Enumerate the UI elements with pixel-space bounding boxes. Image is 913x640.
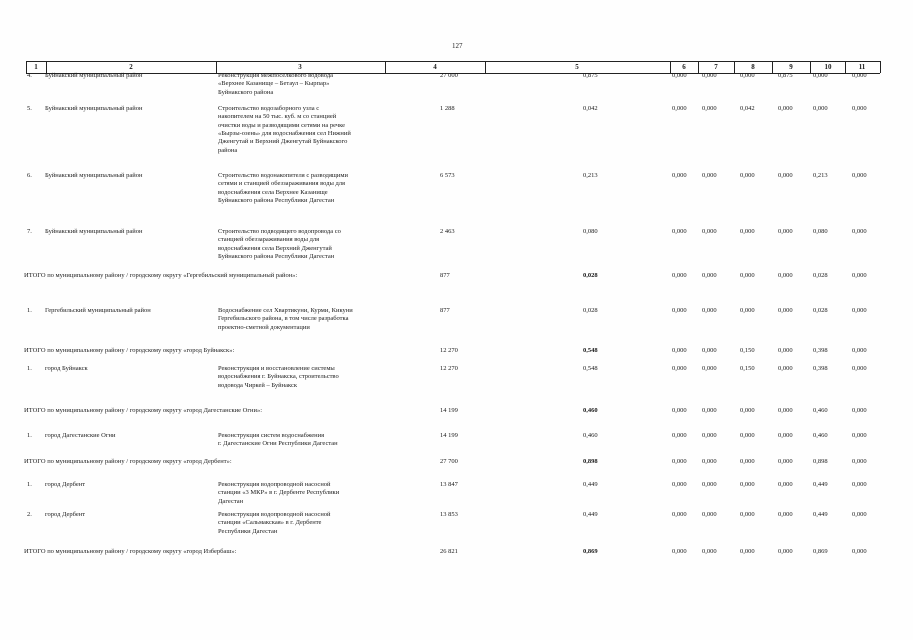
- year-value: 0,000: [778, 172, 793, 179]
- header-divider: [772, 61, 773, 73]
- year-value: 0,000: [778, 105, 793, 112]
- cost-value: 6 573: [440, 172, 455, 179]
- year-value: 0,000: [852, 172, 867, 179]
- year-value: 0,000: [672, 228, 687, 235]
- year-value: 0,000: [778, 511, 793, 518]
- capacity-total: 0,898: [583, 458, 598, 465]
- project-description: сетями и станцией обеззараживания воды для: [218, 180, 346, 188]
- capacity-total: 0,042: [583, 105, 598, 112]
- capacity-total: 0,548: [583, 365, 598, 372]
- column-header-1: 1: [34, 63, 38, 71]
- year-value: 0,150: [740, 347, 755, 354]
- total-label: ИТОГО по муниципальному району / городскому округу «Гергебильский муниципальный район»:: [24, 272, 298, 279]
- year-value: 0,000: [852, 481, 867, 488]
- project-description: водоснабжения села Верхнее Казанище: [218, 188, 328, 196]
- cost-value: 877: [440, 307, 450, 314]
- column-header-3: 3: [298, 63, 302, 71]
- year-value: 0,000: [778, 272, 793, 279]
- project-description: Реконструкция систем водоснабжения: [218, 432, 325, 439]
- project-description: Буйнакского района Республики Дагестан: [218, 252, 335, 260]
- cost-value: 13 853: [440, 511, 458, 518]
- year-value: 0,000: [672, 347, 687, 354]
- project-description: Гергебильского района, в том числе разработка: [218, 315, 349, 323]
- column-header-9: 9: [789, 63, 793, 71]
- project-description: станции «Сальмакская» в г. Дербенте: [218, 519, 322, 527]
- year-value: 0,000: [740, 307, 755, 314]
- year-value: 0,000: [852, 407, 867, 414]
- header-divider: [216, 61, 217, 73]
- project-description: Реконструкция межпоселкового водовода: [218, 72, 334, 79]
- header-divider: [880, 61, 881, 73]
- row-number: 1.: [27, 307, 32, 314]
- project-description: станции «3 МКР» в г. Дербенте Республики: [218, 489, 340, 497]
- project-description: водоснабжения г. Буйнакска, строительство: [218, 373, 339, 381]
- project-description: Строительство водозаборного узла с: [218, 105, 320, 112]
- column-header-10: 10: [824, 63, 832, 71]
- year-value: 0,028: [813, 307, 828, 314]
- district-name: город Дербент: [45, 481, 86, 488]
- column-header-5: 5: [575, 63, 579, 71]
- year-value: 0,000: [852, 511, 867, 518]
- year-value: 0,000: [672, 172, 687, 179]
- row-number: 4.: [27, 72, 32, 79]
- column-header-7: 7: [714, 63, 718, 71]
- total-label: ИТОГО по муниципальному району / городскому округу «город Буйнакск»:: [24, 347, 235, 354]
- header-divider: [485, 61, 486, 73]
- capacity-total: 0,460: [583, 432, 598, 439]
- year-value: 0,000: [852, 548, 867, 555]
- project-description: Строительство водонакопителя с разводящими: [218, 172, 349, 179]
- cost-value: 2 463: [440, 228, 455, 235]
- year-value: 0,000: [740, 407, 755, 414]
- project-description: водовода Чиркей – Буйнакск: [218, 381, 298, 389]
- year-value: 0,000: [852, 272, 867, 279]
- year-value: 0,000: [702, 548, 717, 555]
- project-description: района: [218, 146, 238, 154]
- year-value: 0,000: [852, 228, 867, 235]
- project-description: станцией обеззараживания воды для: [218, 236, 320, 244]
- cost-value: 13 847: [440, 481, 458, 488]
- year-value: 0,000: [740, 228, 755, 235]
- year-value: 0,000: [778, 365, 793, 372]
- year-value: 0,000: [702, 72, 717, 79]
- year-value: 0,000: [778, 347, 793, 354]
- header-divider: [698, 61, 699, 73]
- page-number: 127: [452, 42, 463, 50]
- project-description: проектно-сметной документации: [218, 323, 310, 331]
- capacity-total: 0,080: [583, 228, 598, 235]
- year-value: 0,000: [852, 458, 867, 465]
- total-label: ИТОГО по муниципальному району / городскому округу «город Дербент»:: [24, 458, 232, 465]
- year-value: 0,000: [672, 407, 687, 414]
- project-description: Реконструкция и восстановление системы: [218, 365, 335, 372]
- district-name: Буйнакский муниципальный район: [45, 72, 143, 79]
- year-value: 0,000: [702, 511, 717, 518]
- year-value: 0,000: [672, 432, 687, 439]
- cost-value: 14 199: [440, 407, 458, 414]
- year-value: 0,398: [813, 365, 828, 372]
- year-value: 0,080: [813, 228, 828, 235]
- year-value: 0,000: [778, 307, 793, 314]
- project-description: Республики Дагестан: [218, 527, 278, 535]
- cost-value: 27 700: [440, 458, 458, 465]
- capacity-total: 0,460: [583, 407, 598, 414]
- project-description: Строительство подводящего водопровода со: [218, 228, 341, 235]
- year-value: 0,000: [778, 228, 793, 235]
- capacity-total: 0,028: [583, 307, 598, 314]
- project-description: Буйнакского района Республики Дагестан: [218, 196, 335, 204]
- year-value: 0,000: [672, 511, 687, 518]
- header-top-line: [26, 61, 880, 62]
- district-name: город Дагестанские Огни: [45, 432, 116, 439]
- year-value: 0,460: [813, 432, 828, 439]
- cost-value: 12 270: [440, 347, 458, 354]
- year-value: 0,000: [778, 407, 793, 414]
- year-value: 0,000: [852, 72, 867, 79]
- year-value: 0,449: [813, 481, 828, 488]
- year-value: 0,000: [702, 105, 717, 112]
- project-description: очистки воды и разводящими сетями на речке: [218, 121, 346, 129]
- project-description: водоснабжения села Верхний Дженгутай: [218, 244, 332, 252]
- year-value: 0,000: [740, 272, 755, 279]
- year-value: 0,000: [702, 172, 717, 179]
- row-number: 1.: [27, 432, 32, 439]
- total-label: ИТОГО по муниципальному району / городскому округу «город Избербаш»:: [24, 548, 237, 555]
- header-divider: [845, 61, 846, 73]
- year-value: 0,000: [740, 172, 755, 179]
- column-header-4: 4: [433, 63, 437, 71]
- year-value: 0,042: [740, 105, 755, 112]
- cost-value: 1 288: [440, 105, 455, 112]
- year-value: 0,000: [702, 432, 717, 439]
- year-value: 0,000: [702, 481, 717, 488]
- header-divider: [810, 61, 811, 73]
- capacity-total: 0,875: [583, 72, 598, 79]
- capacity-total: 0,449: [583, 511, 598, 518]
- year-value: 0,000: [740, 458, 755, 465]
- capacity-total: 0,449: [583, 481, 598, 488]
- year-value: 0,000: [740, 432, 755, 439]
- year-value: 0,875: [778, 72, 793, 79]
- year-value: 0,000: [852, 307, 867, 314]
- capacity-total: 0,028: [583, 272, 598, 279]
- row-number: 1.: [27, 365, 32, 372]
- row-number: 2.: [27, 511, 32, 518]
- project-description: Дженгутай и Верхний Дженгутай Буйнакского: [218, 138, 348, 146]
- year-value: 0,000: [852, 432, 867, 439]
- year-value: 0,028: [813, 272, 828, 279]
- year-value: 0,000: [702, 407, 717, 414]
- header-divider: [385, 61, 386, 73]
- year-value: 0,000: [740, 481, 755, 488]
- cost-value: 27 000: [440, 72, 458, 79]
- capacity-total: 0,213: [583, 172, 598, 179]
- header-divider: [670, 61, 671, 73]
- year-value: 0,000: [813, 105, 828, 112]
- district-name: Буйнакский муниципальный район: [45, 172, 143, 179]
- project-description: «Верхнее Казанище – Бетаул – Кырпар»: [218, 80, 330, 88]
- year-value: 0,000: [852, 365, 867, 372]
- year-value: 0,213: [813, 172, 828, 179]
- year-value: 0,000: [672, 272, 687, 279]
- year-value: 0,000: [778, 458, 793, 465]
- project-description: Буйнакского района: [218, 88, 274, 96]
- year-value: 0,000: [672, 105, 687, 112]
- district-name: Буйнакский муниципальный район: [45, 105, 143, 112]
- year-value: 0,000: [702, 228, 717, 235]
- year-value: 0,000: [702, 458, 717, 465]
- column-header-8: 8: [751, 63, 755, 71]
- year-value: 0,000: [672, 458, 687, 465]
- total-label: ИТОГО по муниципальному району / городскому округу «город Дагестанские Огни»:: [24, 407, 263, 414]
- year-value: 0,000: [813, 72, 828, 79]
- year-value: 0,000: [852, 347, 867, 354]
- year-value: 0,449: [813, 511, 828, 518]
- project-description: Реконструкция водопроводной насосной: [218, 511, 331, 518]
- year-value: 0,869: [813, 548, 828, 555]
- project-description: Реконструкция водопроводной насосной: [218, 481, 331, 488]
- cost-value: 14 199: [440, 432, 458, 439]
- year-value: 0,150: [740, 365, 755, 372]
- year-value: 0,000: [740, 548, 755, 555]
- year-value: 0,000: [702, 272, 717, 279]
- column-header-11: 11: [858, 63, 866, 71]
- header-divider: [734, 61, 735, 73]
- column-header-6: 6: [682, 63, 686, 71]
- row-number: 5.: [27, 105, 32, 112]
- row-number: 7.: [27, 228, 32, 235]
- project-description: Дагестан: [218, 497, 244, 505]
- year-value: 0,000: [778, 548, 793, 555]
- row-number: 1.: [27, 481, 32, 488]
- year-value: 0,000: [740, 511, 755, 518]
- project-description: Водоснабжение сел Хвартикуни, Курми, Кикуни: [218, 307, 353, 314]
- district-name: Буйнакский муниципальный район: [45, 228, 143, 235]
- capacity-total: 0,548: [583, 347, 598, 354]
- year-value: 0,398: [813, 347, 828, 354]
- year-value: 0,000: [852, 105, 867, 112]
- project-description: накопителем на 50 тыс. куб. м со станцией: [218, 113, 337, 121]
- year-value: 0,000: [672, 365, 687, 372]
- year-value: 0,000: [702, 365, 717, 372]
- year-value: 0,000: [778, 481, 793, 488]
- project-description: г. Дагестанские Огни Республики Дагестан: [218, 440, 338, 448]
- year-value: 0,000: [672, 548, 687, 555]
- year-value: 0,000: [702, 347, 717, 354]
- year-value: 0,000: [672, 307, 687, 314]
- year-value: 0,000: [672, 481, 687, 488]
- row-number: 6.: [27, 172, 32, 179]
- year-value: 0,460: [813, 407, 828, 414]
- district-name: Гергебильский муниципальный район: [45, 307, 151, 314]
- column-header-2: 2: [129, 63, 133, 71]
- cost-value: 26 821: [440, 548, 458, 555]
- year-value: 0,898: [813, 458, 828, 465]
- district-name: город Буйнакск: [45, 365, 88, 372]
- project-description: «Бырзы-озень» для водоснабжения сел Нижний: [218, 129, 351, 137]
- cost-value: 877: [440, 272, 450, 279]
- year-value: 0,000: [672, 72, 687, 79]
- cost-value: 12 270: [440, 365, 458, 372]
- district-name: город Дербент: [45, 511, 86, 518]
- year-value: 0,000: [702, 307, 717, 314]
- year-value: 0,000: [740, 72, 755, 79]
- capacity-total: 0,869: [583, 548, 598, 555]
- year-value: 0,000: [778, 432, 793, 439]
